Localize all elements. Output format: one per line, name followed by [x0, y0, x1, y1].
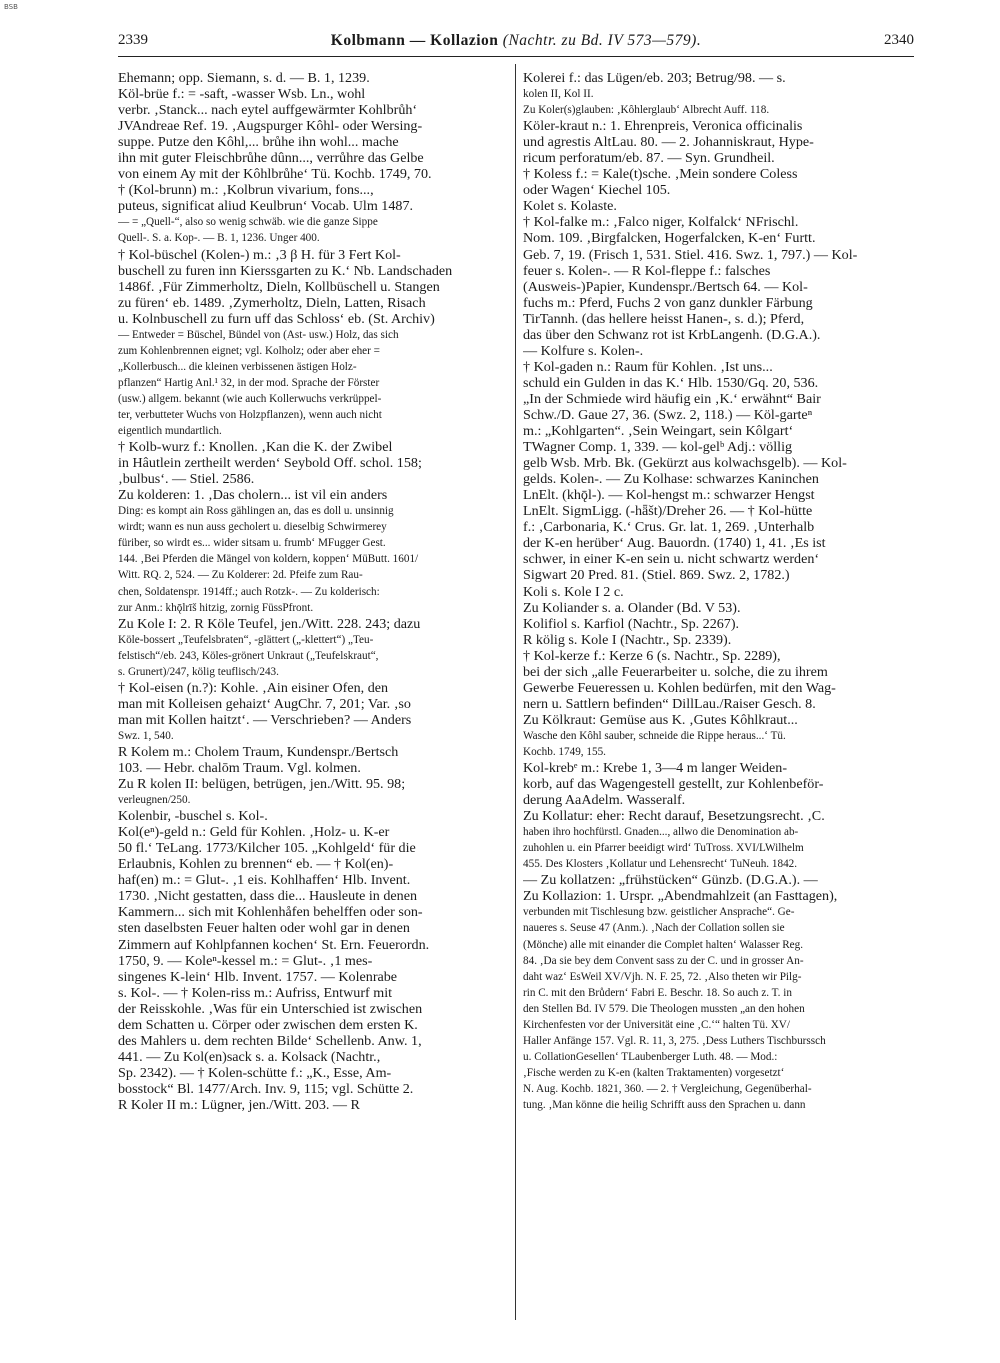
text-line: „In der Schmiede wird häufig ein ‚K.‘ erwähnt“ Bair	[523, 390, 821, 407]
text-line: Erlaubnis, Kohlen zu brennen“ eb. — † Kol(en)-	[118, 856, 394, 873]
text-line: Kammern... sich mit Kohlenhåfen behelffen oder son-	[118, 904, 423, 921]
text-line: Zu kolderen: 1. ‚Das cholern... ist vil ein anders	[118, 487, 388, 504]
text-line: buschell zu furen inn Kierssgarten zu K.‘ Nb. Landschaden	[118, 262, 453, 279]
text-line: Kolenbir, -buschel s. Kol-.	[118, 808, 268, 825]
text-line: LnElt. (khǭl-). — Kol-hengst m.: schwarzer Hengst	[523, 487, 815, 504]
text-line: Sp. 2342). — † Kolen-schütte f.: „K., Esse, Am-	[118, 1064, 392, 1081]
text-line: R Kolem m.: Cholem Traum, Kundenspr./Bertsch	[118, 743, 399, 760]
text-line: Zu Koliander s. a. Olander (Bd. V 53).	[523, 599, 741, 616]
text-line: Zu Kollazion: 1. Urspr. „Abendmahlzeit (an Fasttagen),	[523, 888, 838, 905]
text-line: (Mönche) alle mit einander die Complet halten‘ Walasser Reg.	[523, 938, 804, 951]
column-separator	[515, 64, 516, 1320]
text-line: † Kol-gaden n.: Raum für Kohlen. ‚Ist uns...	[523, 358, 773, 375]
text-line: m.: „Kohlgarten“. ‚Sein Weingart, sein Kôlgart‘	[523, 423, 794, 440]
text-line: zu füren‘ eb. 1489. ‚Zymerholtz, Dieln, Latten, Risach	[118, 294, 426, 311]
text-line: u. CollationGesellen‘ TLaubenberger Luth. 48. — Mod.:	[523, 1050, 778, 1063]
text-line: man mit Kolleisen gehaizt‘ AugChr. 7, 201; Var. ‚so	[118, 695, 411, 712]
text-line: ter, verbutteter Wuchs von Holzpflanzen), wenn auch nicht	[118, 408, 382, 421]
library-stamp: BSB	[4, 3, 18, 11]
text-line: Gewerbe Feueressen u. Kohlen bedürfen, mit den Wag-	[523, 679, 836, 696]
text-line: ricum perforatum/eb. 87. — Syn. Grundheil.	[523, 150, 775, 167]
text-line: R Koler II m.: Lügner, jen./Witt. 203. — R	[118, 1097, 360, 1113]
text-line: Zu Koler(s)glauben: ‚Kôhlerglaub‘ Albrecht Auff. 118.	[523, 104, 770, 117]
text-line: Köle-bossert „Teufelsbraten“, -glättert („-klettert“) „Teu-	[118, 633, 374, 646]
text-line: chen, Soldatenspr. 1914ff.; auch Rotzk-. — Zu kolderisch:	[118, 585, 380, 598]
text-line: N. Aug. Kochb. 1821, 360. — 2. † Vergleichung, Gegenüberhal-	[523, 1082, 812, 1095]
text-line: Sigwart 20 Pred. 81. (Stiel. 869. Swz. 2, 1782.)	[523, 567, 790, 584]
text-line: Witt. RQ. 2, 524. — Zu Kolderer: 2d. Pfeife zum Rau-	[118, 569, 363, 582]
text-line: verbr. ‚Stanck... nach eytel auffgewärmter Kohlbrůh‘	[118, 102, 418, 119]
text-line: fuchs m.: Pferd, Fuchs 2 von ganz dunkler Färbung	[523, 294, 813, 311]
text-line: † Koless f.: = Kale(t)sche. ‚Mein sondere Coless	[523, 166, 798, 183]
text-line: 1750, 9. — Koleⁿ-kessel m.: = Glut-. ‚1 mes-	[118, 952, 373, 969]
text-line: Wasche den Kôhl sauber, schneide die Rippe heraus...‘ Tü.	[523, 729, 786, 742]
text-line: eigentlich mundartlich.	[118, 425, 222, 438]
text-line: Ding: es kompt ain Ross gählingen an, das es doll u. unsinnig	[118, 505, 394, 518]
text-line: korb, auf das Wagengestell gestellt, zur Kohlenbeför-	[523, 776, 824, 793]
text-line: Zimmern auf Kohlpfannen kochen‘ St. Ern. Feuerordn.	[118, 936, 430, 953]
text-line: der K-en herüber‘ Aug. Bauordn. (1740) 1, 41. ‚Es ist	[523, 535, 826, 552]
text-line: derung AaAdelm. Wasseralf.	[523, 792, 686, 809]
text-line: 441. — Zu Kol(en)sack s. a. Kolsack (Nachtr.,	[118, 1048, 381, 1065]
text-line: rin C. mit den Brůdern‘ Fabri E. Beschr. 18. So auch z. T. in	[523, 986, 792, 999]
text-line: den Stellen Bd. IV 579. Die Theologen mussten „an den hohen	[523, 1002, 805, 1015]
page-number-left: 2339	[118, 32, 148, 48]
text-line: † Kol-falke m.: ‚Falco niger, Kolfalck‘ NFrischl.	[523, 214, 799, 231]
text-line: TirTannh. (das hellere heisst Hanen-, s. d.); Pferd,	[523, 310, 805, 327]
text-line: ihn mit guter Fleischbrůhe dûnn..., verrůhre das Gelbe	[118, 150, 424, 167]
text-line: s. Grunert)/247, kölig teuflisch/243.	[118, 665, 279, 678]
text-line: Quell-. S. a. Kop-. — B. 1, 1236. Unger 400.	[118, 232, 320, 245]
text-line: zuhohlen u. ein Pfarrer beeidigt wird‘ TuTross. XVI/LWilhelm	[523, 842, 804, 855]
text-line: schwer, in einer K-en sein u. nicht schwartz werden‘	[523, 551, 820, 568]
text-line: Zu R kolen II: belügen, betrügen, jen./Witt. 95. 98;	[118, 776, 406, 793]
text-line: Kolet s. Kolaste.	[523, 198, 617, 215]
text-line: 455. Des Klosters ‚Kollatur und Lehensrecht‘ TuNeuh. 1842.	[523, 858, 798, 871]
text-line: suppe. Putze den Kôhl,... brůhe ihn wohl... mache	[118, 134, 399, 151]
text-line: das über den Schwanz rot ist KrbLangenh. (D.G.A.).	[523, 326, 821, 343]
text-line: singenes K-lein‘ Hlb. Invent. 1757. — Kolenrabe	[118, 968, 398, 985]
text-line: Koli s. Kole I 2 c.	[523, 583, 624, 600]
text-line: des Mahlers u. dem rechten Bilde‘ Schellenb. Anw. 1,	[118, 1032, 422, 1049]
text-line: zur Anm.: khǭlrīš hitzig, zornig FüssPfront.	[118, 601, 314, 614]
text-line: kolen II, Kol II.	[523, 88, 594, 101]
text-line: daht waz‘ EsWeil XV/Vjh. N. F. 25, 72. ‚Also theten wir Pilg-	[523, 970, 802, 983]
text-line: puteus, significat aliud Keulbrun‘ Vocab. Ulm 1487.	[118, 198, 414, 215]
text-line: Köler-kraut n.: 1. Ehrenpreis, Veronica officinalis	[523, 118, 803, 135]
text-line: schuld ein Gulden in das K.‘ Hlb. 1530/Gq. 20, 536.	[523, 374, 819, 391]
text-line: gelds. Kolen-. — Zu Kolhase: schwarzes Kaninchen	[523, 471, 819, 488]
text-line: füriber, so wirdt es... wider sitsam u. frumb‘ MFugger Gest.	[118, 537, 386, 550]
text-line: ‚bulbus‘. — Stiel. 2586.	[118, 471, 255, 488]
text-line: in Hâutlein zertheilt werden‘ Seybold Off. schol. 158;	[118, 455, 422, 472]
text-line: dem Schatten u. Cörper oder zwischen dem ersten K.	[118, 1016, 418, 1033]
running-title-main: Kolbmann — Kollazion	[330, 32, 499, 49]
text-line: Kochb. 1749, 155.	[523, 745, 606, 758]
text-line: 84. ‚Da sie bey dem Convent sass zu der C. und in grosser An-	[523, 954, 804, 967]
text-line: der Reisskohle. ‚Was für ein Unterschied ist zwischen	[118, 1000, 423, 1017]
text-line: † (Kol-brunn) m.: ‚Kolbrun vivarium, fons...,	[118, 182, 374, 199]
running-title	[118, 32, 914, 50]
text-line: gelb Wsb. Mrb. Bk. (Gekürzt aus kolwachsgelb). — Kol-	[523, 455, 847, 472]
text-line: ‚Fische werden zu K-en (kalten Traktamenten) vorgesetzt‘	[523, 1066, 785, 1079]
text-line: (usw.) allgem. bekannt (wie auch Kollerwuchs verkrüppel-	[118, 392, 382, 405]
text-line: felstisch“/eb. 243, Köles-grönert Unkraut („Teufelskraut“,	[118, 649, 379, 662]
text-line: Kolifiol s. Karfiol (Nachtr., Sp. 2267).	[523, 615, 740, 632]
text-line: — Entweder = Büschel, Bündel von (Ast- usw.) Holz, das sich	[118, 328, 399, 341]
text-line: LnElt. SigmLigg. (-hǟšt)/Dreher 26. — † Kol-hütte	[523, 503, 813, 520]
text-line: † Kolb-wurz f.: Knollen. ‚Kan die K. der Zwibel	[118, 439, 393, 456]
text-line: R kölig s. Kole I (Nachtr., Sp. 2339).	[523, 631, 732, 648]
text-line: zum Kohlenbrennen eignet; vgl. Kolholz; oder aber eher =	[118, 344, 380, 357]
text-line: f.: ‚Carbonaria, K.‘ Crus. Gr. lat. 1, 269. ‚Unterhalb	[523, 519, 815, 536]
text-line: Kol-krebᵉ m.: Krebe 1, 3—4 m langer Weiden-	[523, 760, 788, 777]
text-line: Nom. 109. ‚Birgfalcken, Hogerfalcken, K-en‘ Furtt.	[523, 230, 816, 247]
text-line: Kolerei f.: das Lügen/eb. 203; Betrug/98. — s.	[523, 70, 786, 86]
text-line: Zu Kollatur: eher: Recht darauf, Besetzungsrecht. ‚C.	[523, 808, 825, 825]
text-line: — Kolfure s. Kolen-.	[523, 342, 644, 359]
text-line: von einem Ay mit der Kôhlbrůhe‘ Tü. Kochb. 1749, 70.	[118, 166, 432, 183]
text-line: 1730. ‚Nicht gestatten, dass die... Hausleute in denen	[118, 888, 418, 905]
text-line: 103. — Hebr. chalōm Traum. Vgl. kolmen.	[118, 760, 361, 777]
page-number-right: 2340	[884, 32, 914, 48]
text-line: 50 fl.‘ TeLang. 1773/Kilcher 105. „Kohlgeld‘ für die	[118, 840, 416, 857]
text-line: † Kol-eisen (n.?): Kohle. ‚Ain eisiner Ofen, den	[118, 679, 389, 696]
text-line: u. Kolnbuschell zu furn uff das Schloss‘ eb. (St. Archiv)	[118, 310, 435, 327]
text-line: † Kol-kerze f.: Kerze 6 (s. Nachtr., Sp. 2289),	[523, 647, 781, 664]
text-line: wirdt; wann es nun auss gecholert u. dieselbig Schwirmerey	[118, 521, 387, 534]
text-line: und agrestis AltLau. 80. — 2. Johanniskraut, Hype-	[523, 134, 814, 151]
text-line: (Ausweis-)Papier, Kundenspr./Bertsch 64. — Kol-	[523, 278, 808, 295]
text-line: Kol(eⁿ)-geld n.: Geld für Kohlen. ‚Holz- u. K-er	[118, 824, 390, 841]
text-line: bei der sich „alle Feuerarbeiter u. solche, die zu ihrem	[523, 663, 828, 680]
left-column	[118, 70, 501, 1320]
text-line: verleugnen/250.	[118, 794, 191, 807]
text-line: haf(en) m.: = Glut-. ‚1 eis. Kohlhaffen‘ Hlb. Invent.	[118, 872, 411, 889]
text-line: 1486f. ‚Für Zimmerholtz, Dieln, Kollbüschell u. Stangen	[118, 278, 440, 295]
text-line: pflanzen“ Hartig Anl.¹ 32, in der mod. Sprache der Förster	[118, 376, 380, 389]
header-rule	[118, 56, 914, 57]
text-line: Köl-brüe f.: = -saft, -wasser Wsb. Ln., wohl	[118, 86, 366, 103]
text-line: tung. ‚Man könne die heilig Schrifft auss den Sprachen u. dann	[523, 1099, 806, 1111]
right-column	[523, 70, 906, 1320]
text-line: verbunden mit Tischlesung bzw. geistlicher Ansprache“. Ge-	[523, 906, 795, 919]
text-line: „Kollerbusch... die kleinen verbissenen ästigen Holz-	[118, 360, 357, 373]
text-line: Geb. 7, 19. (Frisch 1, 531. Stiel. 416. Swz. 1, 797.) — Kol-	[523, 246, 858, 263]
text-line: Swz. 1, 540.	[118, 729, 174, 742]
text-line: bosstock“ Bl. 1477/Arch. Inv. 9, 115; vgl. Schütte 2.	[118, 1080, 414, 1097]
text-line: — Zu kollatzen: „frühstücken“ Günzb. (D.G.A.). —	[523, 872, 818, 889]
text-line: Kirchenfesten vor der Universität eine ‚C.‘“ halten Tü. XV/	[523, 1018, 790, 1031]
text-line: Schw./D. Gaue 27, 36. (Swz. 2, 118.) — Köl-garteⁿ	[523, 406, 813, 423]
text-line: — = „Quell-“, also so wenig schwäb. wie die ganze Sippe	[118, 216, 378, 229]
text-line: JVAndreae Ref. 19. ‚Augspurger Kôhl- oder Wersing-	[118, 118, 423, 135]
text-line: sten daselbsten Feuer halten oder wohl gar in denen	[118, 920, 410, 937]
page-header	[118, 28, 914, 56]
text-line: TWagner Comp. 1, 339. — kol-gelᵇ Adj.: völlig	[523, 439, 793, 456]
running-title-subtitle: (Nachtr. zu Bd. IV 573—579).	[502, 32, 702, 49]
text-line: Zu Kölkraut: Gemüse aus K. ‚Gutes Kôhlkraut...	[523, 711, 798, 728]
text-line: † Kol-büschel (Kolen-) m.: ‚3 β H. für 3 Fert Kol-	[118, 246, 401, 263]
text-line: oder Wagen‘ Kiechel 105.	[523, 182, 671, 199]
text-line: 144. ‚Bei Pferden die Mängel von koldern, koppen‘ MüButt. 1601/	[118, 553, 419, 566]
text-line: haben ihro hochfürstl. Gnaden..., allwo die Denomination ab-	[523, 826, 799, 839]
text-line: Haller Anfänge 157. Vgl. R. 11, 3, 275. ‚Dess Luthers Tischburssch	[523, 1034, 826, 1047]
text-line: feuer s. Kolen-. — R Kol-fleppe f.: falsches	[523, 262, 771, 279]
text-line: naueres s. Seuse 47 (Anm.). ‚Nach der Collation sollen sie	[523, 922, 785, 935]
text-line: man mit Kollen haitzt‘. — Verschrieben? — Anders	[118, 711, 412, 728]
text-line: Zu Kole I: 2. R Köle Teufel, jen./Witt. 228. 243; dazu	[118, 615, 421, 632]
text-line: nern u. Sattlern befinden“ DillLau./Raiser Gesch. 8.	[523, 695, 816, 712]
text-line: Ehemann; opp. Siemann, s. d. — B. 1, 1239.	[118, 70, 370, 86]
text-line: s. Kol-. — † Kolen-riss m.: Aufriss, Entwurf mit	[118, 984, 393, 1001]
